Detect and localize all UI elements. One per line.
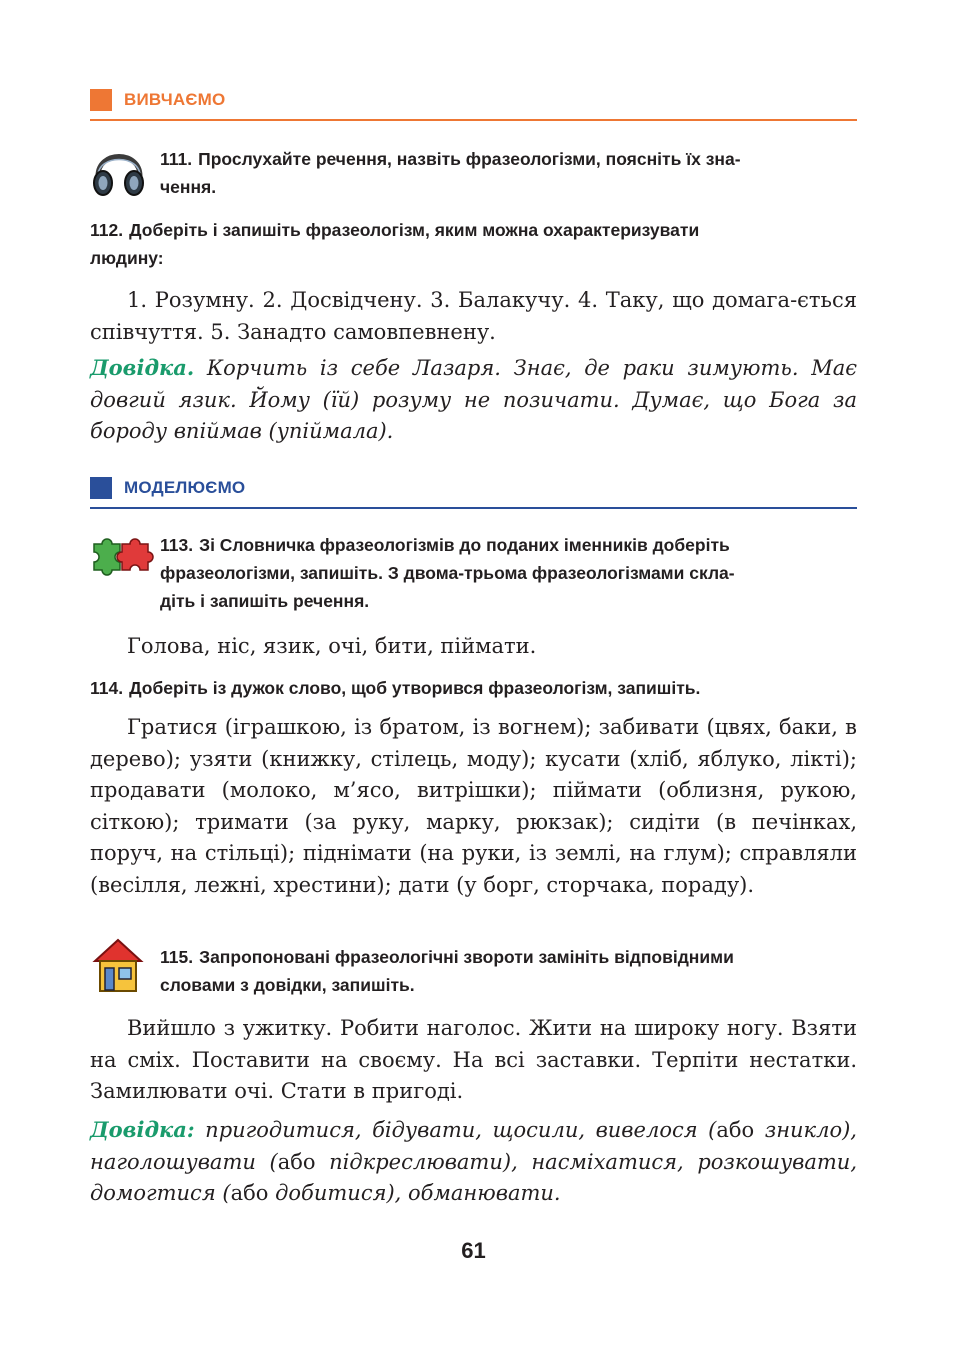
section-square-blue <box>90 477 112 499</box>
reference-text: або <box>230 1181 269 1205</box>
reference-label: Довідка. <box>90 355 195 380</box>
task-line: Запропоновані фразеологічні звороти замініть відповідними <box>199 947 734 967</box>
task-line: словами з довідки, запишіть. <box>160 975 415 995</box>
task-line: Доберіть із дужок слово, щоб утворився фразеологізм, запишіть. <box>129 678 701 698</box>
task-line: чення. <box>160 177 217 197</box>
task-115 <box>160 943 857 999</box>
section-title: МОДЕЛЮЄМО <box>124 478 246 497</box>
task-115-body: Вийшло з ужитку. Робити наголос. Жити на широку ногу. Взяти на сміх. Поставити на своєму. На всі заставки. Терпіти нестатки. Замилювати очі. Стати в пригоді. <box>90 1016 857 1103</box>
task-112-reference <box>90 352 857 448</box>
house-icon <box>92 937 144 995</box>
task-112 <box>90 216 857 272</box>
task-114 <box>90 674 857 702</box>
task-line: Доберіть і запишіть фразеологізм, яким можна охарактеризувати <box>129 220 700 240</box>
task-115-reference <box>90 1114 857 1210</box>
section-header-study <box>90 89 857 119</box>
reference-text: добитися), обманювати. <box>268 1181 561 1205</box>
reference-text: або <box>277 1149 316 1174</box>
task-line: Прослухайте речення, назвіть фразеологізми, поясніть їх зна- <box>198 149 741 169</box>
task-number: 113. <box>160 535 194 555</box>
headphones-icon <box>90 140 148 198</box>
task-112-body: 1. Розумну. 2. Досвідчену. 3. Балакучу. 4. Таку, що домага-ється співчуття. 5. Занадто самовпевнену. <box>90 288 857 344</box>
puzzle-icon <box>90 534 154 578</box>
page-number: 61 <box>461 1238 486 1263</box>
section-header-model <box>90 477 857 507</box>
task-113 <box>160 531 857 615</box>
section-rule <box>90 119 857 121</box>
task-line: Зі Словничка фразеологізмів до поданих іменників доберіть <box>199 535 730 555</box>
task-number: 112. <box>90 220 124 240</box>
task-number: 115. <box>160 947 194 967</box>
reference-text: зникло), наголошувати ( <box>90 1118 857 1174</box>
reference-label: Довідка: <box>90 1117 195 1142</box>
task-line: фразеологізми, запишіть. З двома-трьома фразеологізмами скла- <box>160 563 735 583</box>
reference-text: підкреслювати), насміхатися, розкошувати, домогтися ( <box>90 1149 857 1205</box>
section-rule <box>90 507 857 509</box>
section-title: ВИВЧАЄМО <box>124 90 226 109</box>
task-number: 111. <box>160 149 193 169</box>
task-114-body: Гратися (іграшкою, із братом, із вогнем); забивати (цвях, баки, в дерево); узяти (книжку, стілець, моду); кусати (хліб, яблуко, лікті); продавати (молоко, м’ясо, витрішки); піймати (облизня, рукою, сіткою); тримати (за руку, марку, рюкзак); сидіти (в печінках, поруч, на стільці); піднімати (на руки, із землі, на глум); справляли (весілля, лежні, хрестини); дати (у борг, сторчака, пораду). <box>90 715 857 897</box>
reference-text: пригодитися, бідувати, щосили, вивелося ( <box>205 1118 717 1142</box>
task-line: людину: <box>90 248 164 268</box>
task-line: діть і запишіть речення. <box>160 591 370 611</box>
reference-text: Корчить із себе Лазаря. Знає, де раки зимують. Має довгий язик. Йому (їй) розуму не позичати. Думає, що Бога за бороду впіймав (упіймала). <box>90 356 857 443</box>
task-number: 114. <box>90 678 124 698</box>
reference-text: або <box>716 1118 755 1142</box>
section-square-orange <box>90 89 112 111</box>
task-113-body: Голова, ніс, язик, очі, бити, піймати. <box>127 634 537 658</box>
task-111 <box>160 145 857 201</box>
